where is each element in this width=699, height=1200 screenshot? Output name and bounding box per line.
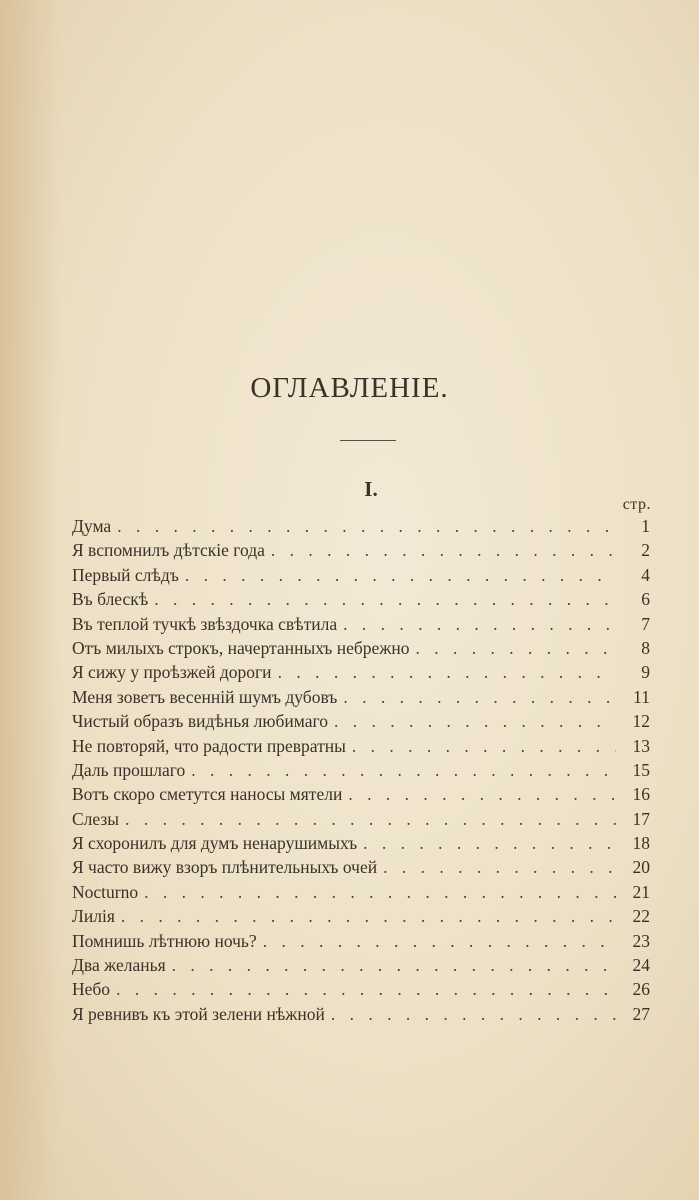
toc-entry	[72, 709, 650, 733]
page-edge-shading	[0, 0, 60, 1200]
toc-entry	[72, 563, 650, 587]
toc-entry-title: Лилія	[72, 906, 115, 927]
toc-dot-leader	[117, 514, 616, 538]
page-column-label: стр.	[622, 496, 651, 513]
toc-entry-title: Я вспомнилъ дѣтскіе года	[72, 540, 265, 561]
toc-entry	[72, 514, 650, 538]
toc-dot-leader	[121, 904, 616, 928]
toc-entry	[72, 734, 650, 758]
toc-entry	[72, 807, 650, 831]
table-of-contents	[72, 514, 650, 1026]
toc-entry-page: 17	[632, 808, 650, 829]
toc-dot-leader	[363, 831, 616, 855]
toc-entry-title: Даль прошлаго	[72, 759, 186, 780]
toc-entry-title: Nocturno	[72, 881, 139, 902]
toc-entry-page: 4	[641, 564, 650, 585]
toc-entry-title: Я сижу у проѣзжей дороги	[72, 662, 272, 683]
toc-entry	[72, 929, 650, 953]
toc-entry-title: Дума	[72, 516, 112, 536]
toc-entry-title: Я часто вижу взоръ плѣнительныхъ очей	[72, 857, 378, 878]
toc-dot-leader	[154, 587, 616, 611]
toc-entry-page: 8	[641, 637, 650, 658]
toc-entry-page: 15	[632, 759, 650, 780]
toc-entry-page: 16	[632, 784, 650, 805]
toc-entry	[72, 880, 650, 904]
toc-entry-title: Слезы	[72, 808, 120, 829]
toc-entry-page: 12	[632, 711, 650, 732]
toc-entry	[72, 685, 650, 709]
toc-entry-page: 23	[632, 930, 650, 951]
toc-entry-page: 6	[641, 589, 650, 610]
toc-entry	[72, 538, 650, 562]
toc-entry	[72, 855, 650, 879]
toc-entry-page: 11	[633, 686, 650, 707]
toc-dot-leader	[331, 1002, 616, 1026]
toc-entry-title: Вотъ скоро сметутся наносы мятели	[72, 784, 343, 805]
toc-dot-leader	[144, 880, 616, 904]
toc-dot-leader	[352, 734, 616, 758]
toc-dot-leader	[278, 660, 616, 684]
toc-entry-title: Первый слѣдъ	[72, 564, 179, 585]
toc-entry	[72, 612, 650, 636]
toc-entry-title: Не повторяй, что радости превратны	[72, 735, 346, 756]
toc-entry	[72, 904, 650, 928]
toc-dot-leader	[263, 929, 616, 953]
toc-entry-page: 7	[641, 613, 650, 634]
toc-entry	[72, 831, 650, 855]
toc-entry-page: 26	[632, 979, 650, 1000]
toc-dot-leader	[172, 953, 616, 977]
toc-entry-title: Небо	[72, 979, 111, 1000]
toc-entry-page: 24	[632, 955, 650, 976]
toc-entry	[72, 953, 650, 977]
toc-entry-title: Два желанья	[72, 955, 166, 976]
toc-entry-page: 20	[632, 857, 650, 878]
toc-dot-leader	[125, 807, 616, 831]
toc-entry-title: Я схоронилъ для думъ ненарушимыхъ	[72, 833, 358, 854]
toc-entry-page: 2	[641, 540, 650, 561]
toc-entry-page: 18	[632, 833, 650, 854]
heading-divider	[340, 440, 396, 441]
toc-entry-title: Чистый образъ видѣнья любимаго	[72, 711, 328, 732]
toc-entry-title: Я ревнивъ къ этой зелени нѣжной	[72, 1003, 325, 1024]
toc-entry	[72, 758, 650, 782]
toc-entry-title: Помнишь лѣтнюю ночь?	[72, 930, 257, 951]
toc-entry-page: 13	[632, 735, 650, 756]
toc-entry	[72, 977, 650, 1001]
section-number: I.	[364, 477, 378, 501]
toc-dot-leader	[334, 709, 616, 733]
toc-entry	[72, 587, 650, 611]
toc-dot-leader	[185, 563, 616, 587]
toc-dot-leader	[271, 538, 616, 562]
toc-dot-leader	[343, 612, 616, 636]
toc-entry-page: 21	[632, 881, 650, 902]
toc-dot-leader	[415, 636, 616, 660]
toc-entry	[72, 636, 650, 660]
toc-entry	[72, 660, 650, 684]
toc-dot-leader	[116, 977, 616, 1001]
toc-entry-title: Меня зоветъ весенній шумъ дубовъ	[72, 686, 338, 707]
toc-entry-page: 27	[632, 1003, 650, 1024]
toc-dot-leader	[348, 782, 616, 806]
toc-entry-page: 1	[641, 516, 650, 536]
toc-entry	[72, 782, 650, 806]
toc-entry	[72, 1002, 650, 1026]
toc-entry-page: 9	[641, 662, 650, 683]
toc-dot-leader	[343, 685, 616, 709]
toc-entry-page: 22	[632, 906, 650, 927]
contents-heading: ОГЛАВЛЕНІЕ.	[250, 372, 449, 404]
toc-entry-title: Отъ милыхъ строкъ, начертанныхъ небрежно	[72, 637, 410, 658]
toc-dot-leader	[383, 855, 616, 879]
toc-dot-leader	[191, 758, 616, 782]
toc-entry-title: Въ теплой тучкѣ звѣздочка свѣтила	[72, 613, 338, 634]
toc-entry-title: Въ блескѣ	[72, 589, 149, 610]
